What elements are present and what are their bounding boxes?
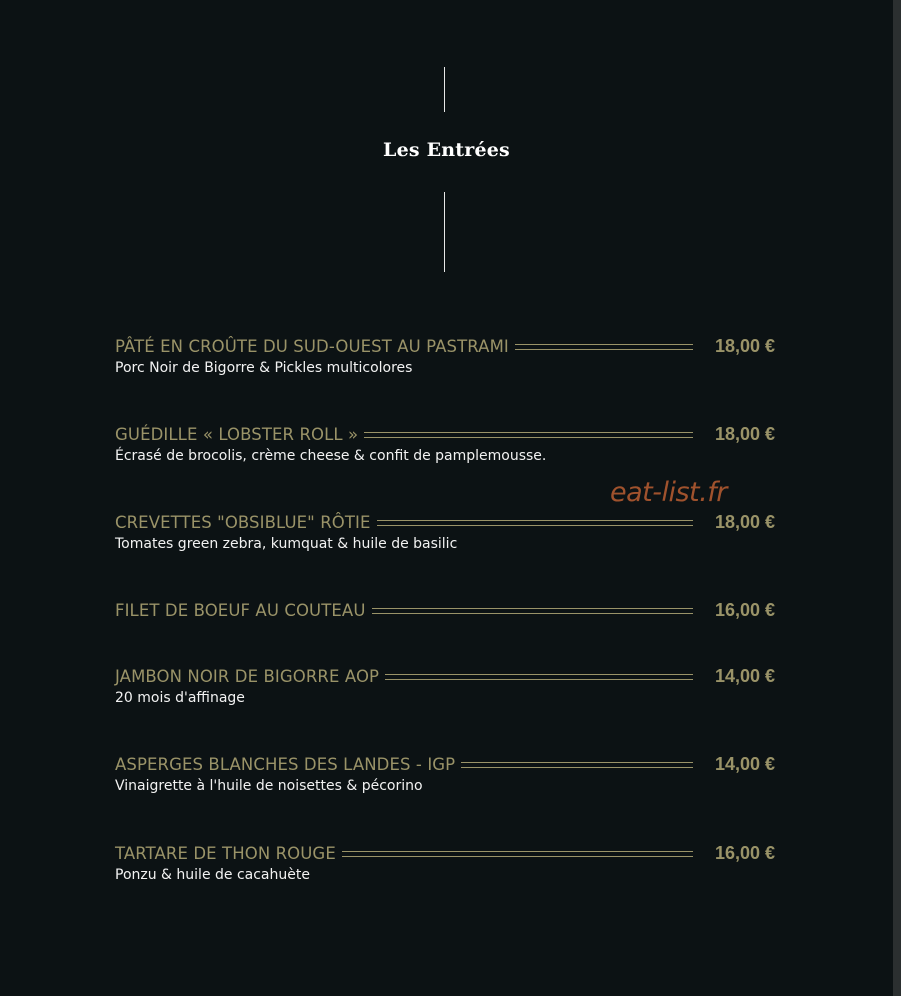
menu-item bbox=[115, 333, 775, 376]
menu-item-description: Ponzu & huile de cacahuète bbox=[115, 867, 310, 883]
menu-item-name: GUÉDILLE « LOBSTER ROLL » bbox=[115, 424, 359, 444]
menu-item-description: Porc Noir de Bigorre & Pickles multicolores bbox=[115, 360, 413, 376]
section-title: Les Entrées bbox=[383, 139, 510, 161]
price-leader bbox=[385, 674, 693, 680]
bottom-divider-line bbox=[444, 192, 445, 272]
menu-item-description: Tomates green zebra, kumquat & huile de basilic bbox=[115, 536, 458, 552]
menu-item bbox=[115, 840, 775, 883]
price-leader bbox=[372, 608, 694, 614]
menu-item bbox=[115, 751, 775, 794]
menu-item bbox=[115, 421, 775, 464]
price-leader bbox=[364, 432, 693, 438]
menu-item-price: 18,00 € bbox=[714, 511, 775, 532]
menu-item-price: 14,00 € bbox=[714, 753, 775, 774]
menu-item bbox=[115, 597, 775, 624]
menu-item-price: 14,00 € bbox=[714, 665, 775, 686]
menu-item-name: CREVETTES "OBSIBLUE" RÔTIE bbox=[115, 512, 371, 532]
menu-item-name: TARTARE DE THON ROUGE bbox=[115, 843, 336, 863]
price-leader bbox=[461, 762, 693, 768]
menu-item-description: Écrasé de brocolis, crème cheese & confit de pamplemousse. bbox=[115, 448, 547, 464]
menu-item-name: FILET DE BOEUF AU COUTEAU bbox=[115, 600, 366, 620]
menu-item-price: 16,00 € bbox=[714, 599, 775, 620]
menu-item bbox=[115, 663, 775, 706]
price-leader bbox=[515, 344, 693, 350]
watermark-text: eat-list.fr bbox=[610, 477, 727, 508]
menu-item bbox=[115, 509, 775, 552]
price-leader bbox=[377, 520, 693, 526]
menu-item-price: 16,00 € bbox=[714, 842, 775, 863]
menu-item-description: 20 mois d'affinage bbox=[115, 690, 245, 706]
menu-item-name: PÂTÉ EN CROÛTE DU SUD-OUEST AU PASTRAMI bbox=[115, 336, 509, 356]
menu-item-name: ASPERGES BLANCHES DES LANDES - IGP bbox=[115, 754, 456, 774]
menu-item-name: JAMBON NOIR DE BIGORRE AOP bbox=[115, 666, 380, 686]
scrollbar-track[interactable] bbox=[893, 0, 901, 996]
menu-item-price: 18,00 € bbox=[714, 423, 775, 444]
price-leader bbox=[342, 851, 693, 857]
top-divider-line bbox=[444, 67, 445, 112]
menu-item-price: 18,00 € bbox=[714, 335, 775, 356]
menu-item-description: Vinaigrette à l'huile de noisettes & pécorino bbox=[115, 778, 423, 794]
